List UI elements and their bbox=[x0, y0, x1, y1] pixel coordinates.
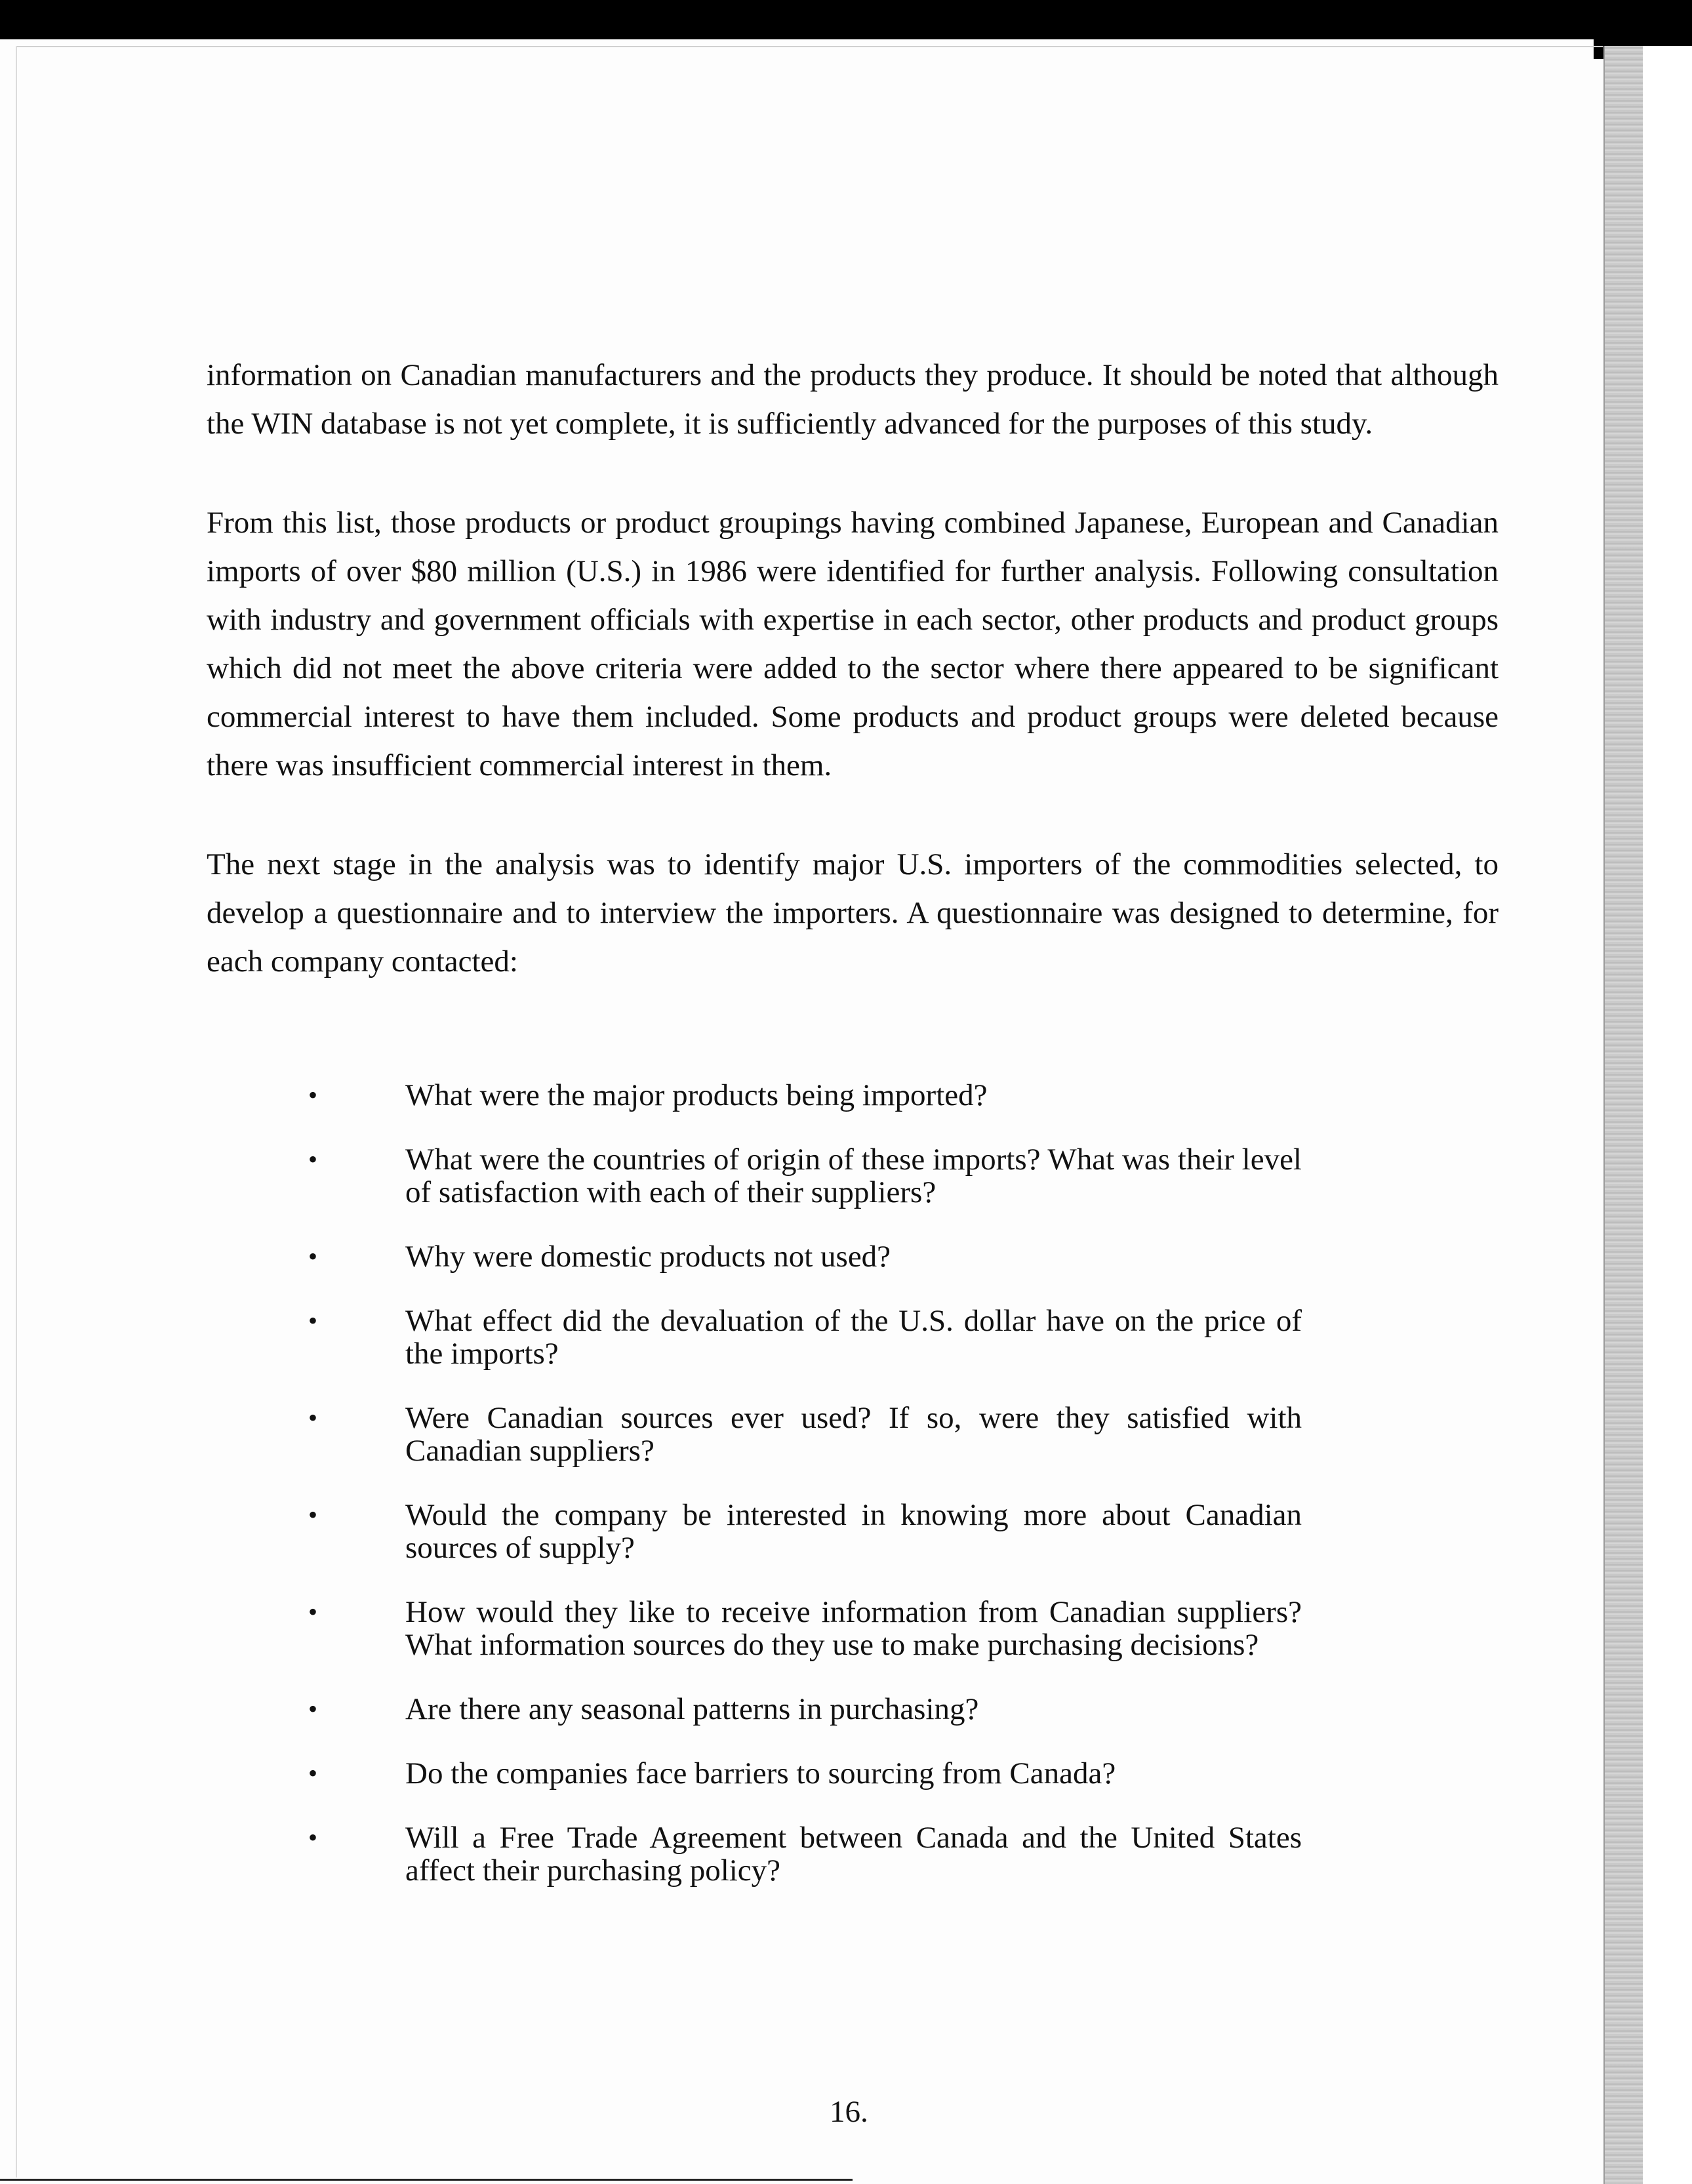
list-item bbox=[308, 1240, 1302, 1273]
bullet-icon: • bbox=[308, 1823, 318, 1852]
list-item-text: Why were domestic products not used? bbox=[405, 1240, 891, 1274]
paragraph-1: information on Canadian manufacturers and the products they produce. It should be noted that although the WIN database is not yet complete, it is sufficiently advanced for the purposes of this study. bbox=[207, 358, 1499, 441]
list-item-text: Were Canadian sources ever used? If so, were they satisfied with Canadian suppliers? bbox=[405, 1401, 1302, 1468]
list-item bbox=[308, 1757, 1302, 1790]
questionnaire-list bbox=[308, 1079, 1302, 1918]
scan-border-right bbox=[1603, 46, 1644, 2184]
scan-edge-top bbox=[16, 46, 1603, 47]
paragraph-2: From this list, those products or product groupings having combined Japanese, European and Canadian imports of over $80 million (U.S.) in 1986 were identified for further analysis. Following consultation with industry and government officials with expertise in each sector, other products and product groups which did not meet the above criteria were added to the sector where there appeared to be significant commercial interest to have them included. Some products and product groups were deleted because there was insufficient commercial interest in them. bbox=[207, 506, 1499, 782]
bullet-icon: • bbox=[308, 1306, 318, 1335]
scan-margin-right bbox=[1643, 46, 1692, 2184]
bullet-icon: • bbox=[308, 1403, 318, 1432]
list-item bbox=[308, 1693, 1302, 1726]
list-item bbox=[308, 1079, 1302, 1112]
scan-edge-left bbox=[16, 46, 17, 2177]
body-text bbox=[207, 351, 1499, 986]
bullet-icon: • bbox=[308, 1080, 318, 1110]
list-item-text: How would they like to receive information from Canadian suppliers? What information sources do they use to make purchasing decisions? bbox=[405, 1595, 1302, 1662]
scan-edge-bottom bbox=[0, 2179, 853, 2181]
list-item-text: What were the countries of origin of these imports? What was their level of satisfaction with each of their suppliers? bbox=[405, 1143, 1302, 1209]
list-item bbox=[308, 1596, 1302, 1661]
list-item bbox=[308, 1821, 1302, 1887]
bullet-icon: • bbox=[308, 1597, 318, 1627]
paragraph-3: The next stage in the analysis was to identify major U.S. importers of the commodities selected, to develop a questionnaire and to interview the importers. A questionnaire was designed to determine, for each company contacted: bbox=[207, 847, 1499, 979]
scan-border-top bbox=[0, 0, 1692, 39]
list-item bbox=[308, 1499, 1302, 1564]
list-item bbox=[308, 1402, 1302, 1467]
bullet-icon: • bbox=[308, 1242, 318, 1271]
bullet-icon: • bbox=[308, 1500, 318, 1529]
list-item-text: What were the major products being imported? bbox=[405, 1078, 988, 1112]
list-item bbox=[308, 1143, 1302, 1209]
list-item-text: Do the companies face barriers to sourcing from Canada? bbox=[405, 1756, 1116, 1790]
list-item-text: Would the company be interested in knowing more about Canadian sources of supply? bbox=[405, 1498, 1302, 1565]
list-item bbox=[308, 1304, 1302, 1370]
list-item-text: Will a Free Trade Agreement between Canada and the United States affect their purchasing policy? bbox=[405, 1821, 1302, 1888]
list-item-text: Are there any seasonal patterns in purchasing? bbox=[405, 1692, 979, 1726]
bullet-icon: • bbox=[308, 1758, 318, 1788]
page-number: 16. bbox=[830, 2095, 868, 2129]
bullet-icon: • bbox=[308, 1694, 318, 1724]
bullet-icon: • bbox=[308, 1144, 318, 1174]
list-item-text: What effect did the devaluation of the U.S. dollar have on the price of the imports? bbox=[405, 1304, 1302, 1371]
